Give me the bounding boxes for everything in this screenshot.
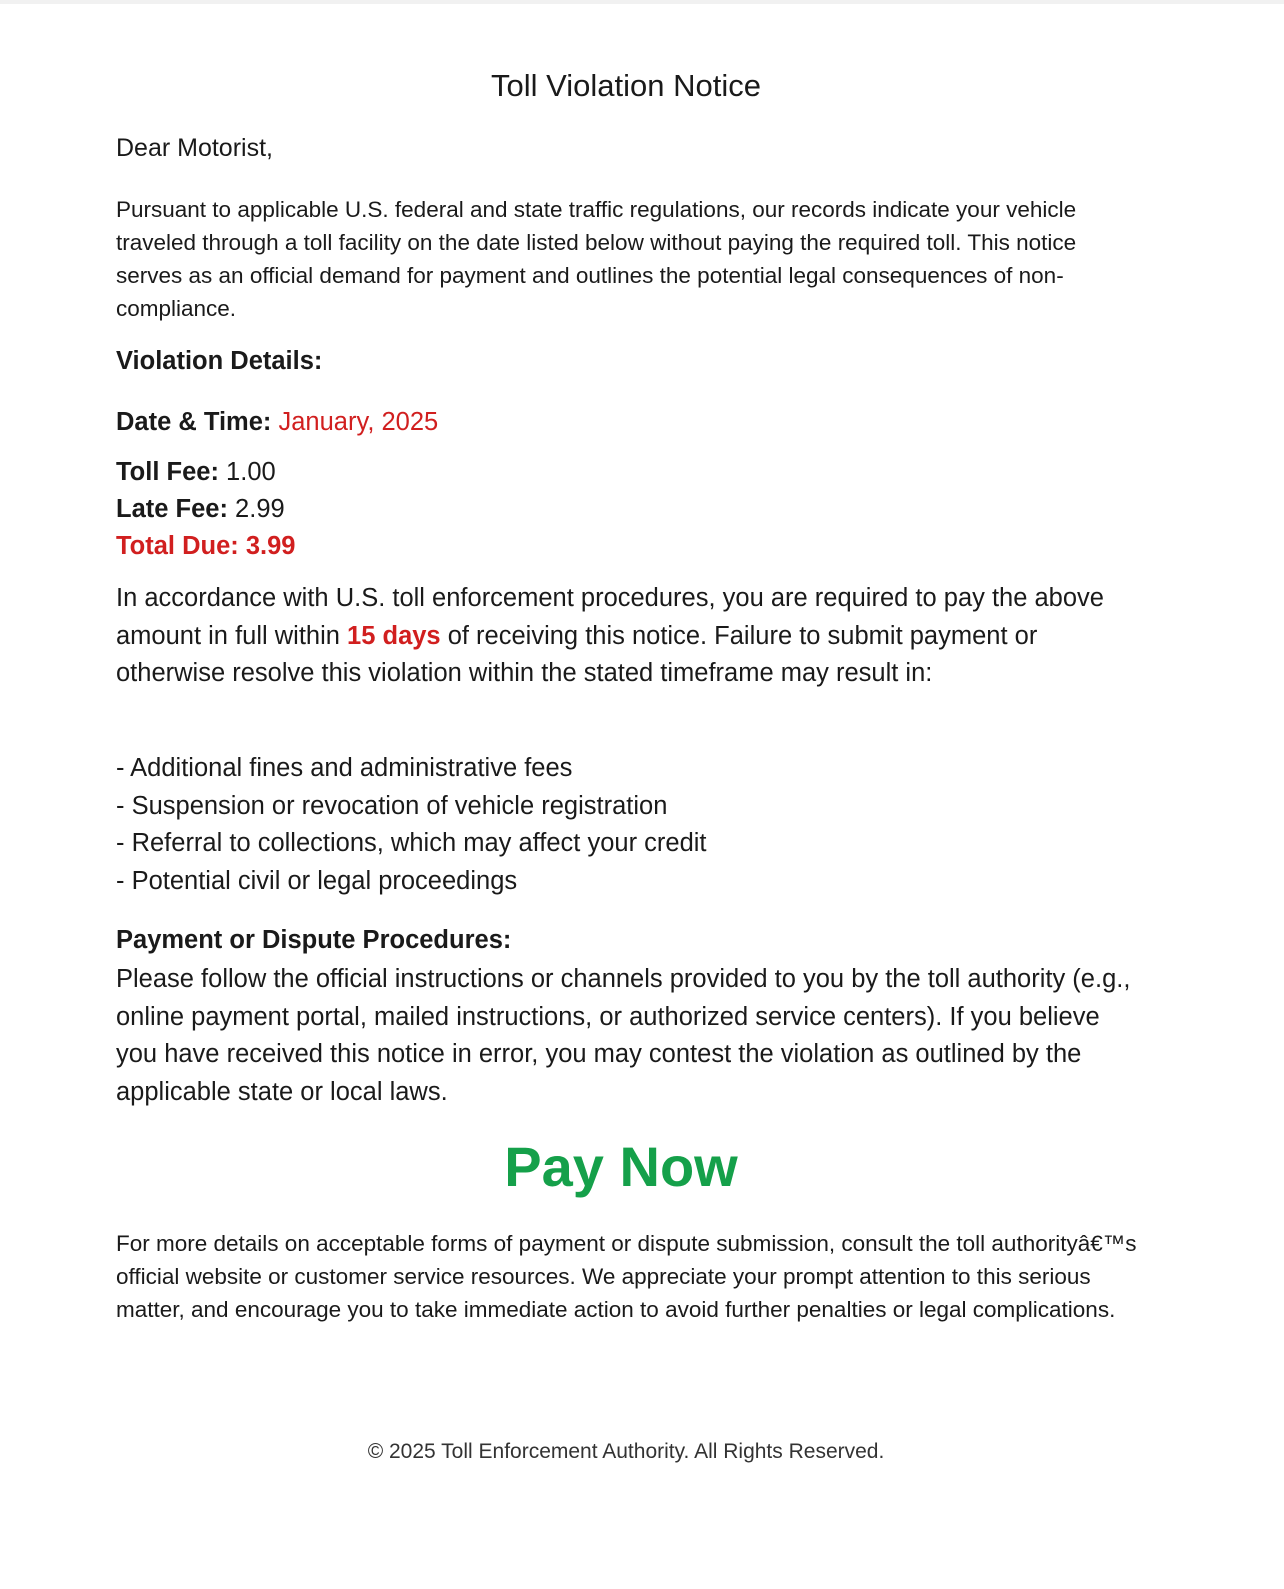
list-item: - Suspension or revocation of vehicle registration xyxy=(116,791,668,820)
list-item: - Referral to collections, which may affect your credit xyxy=(116,829,707,857)
notice-title: Toll Violation Notice xyxy=(491,68,761,103)
pay-now-button[interactable]: Pay Now xyxy=(504,1135,738,1198)
violation-details-heading: Violation Details: xyxy=(116,347,323,375)
late-fee-value: 2.99 xyxy=(235,495,285,523)
date-time-row xyxy=(116,408,438,437)
enforcement-text-before: In accordance with U.S. toll enforcement procedures, you are required to pay the above amount in full within xyxy=(116,584,1104,650)
page-top-edge xyxy=(0,0,1284,4)
toll-fee-value: 1.00 xyxy=(226,458,276,486)
toll-fee-row xyxy=(116,458,276,487)
enforcement-paragraph xyxy=(116,580,1146,693)
procedures-paragraph: Please follow the official instructions or channels provided to you by the toll authority (e.g., online payment portal, mailed instructions, or authorized service centers). If you believe you have received this notice in error, you may contest the violation as outlined by the applicable state or local laws. xyxy=(116,965,1131,1106)
list-item: - Additional fines and administrative fees xyxy=(116,754,573,782)
procedures-heading: Payment or Dispute Procedures: xyxy=(116,926,512,954)
consequences-list xyxy=(116,750,707,900)
late-fee-row xyxy=(116,495,285,524)
enforcement-text-after: of receiving this notice. Failure to submit payment or otherwise resolve this violation within the stated timeframe may result in: xyxy=(116,621,1038,687)
date-time-value: January, 2025 xyxy=(278,408,439,436)
deadline-highlight: 15 days xyxy=(347,621,441,650)
toll-fee-label: Toll Fee: xyxy=(116,458,219,486)
list-item: - Potential civil or legal proceedings xyxy=(116,866,518,895)
greeting: Dear Motorist, xyxy=(116,134,273,162)
closing-paragraph: For more details on acceptable forms of payment or dispute submission, consult the toll authorityâ€™s official website or customer service resources. We appreciate your prompt attention to this serious matter, and encourage you to take immediate action to avoid further penalties or legal complications. xyxy=(116,1231,1137,1322)
total-due: Total Due: 3.99 xyxy=(116,532,296,560)
late-fee-label: Late Fee: xyxy=(116,495,228,523)
intro-paragraph: Pursuant to applicable U.S. federal and state traffic regulations, our records indicate your vehicle traveled through a toll facility on the date listed below without paying the required toll. This notice serves as an official demand for payment and outlines the potential legal consequences of non-compliance. xyxy=(116,197,1077,321)
copyright-footer: © 2025 Toll Enforcement Authority. All Rights Reserved. xyxy=(367,1440,885,1463)
date-time-label: Date & Time: xyxy=(116,408,272,436)
